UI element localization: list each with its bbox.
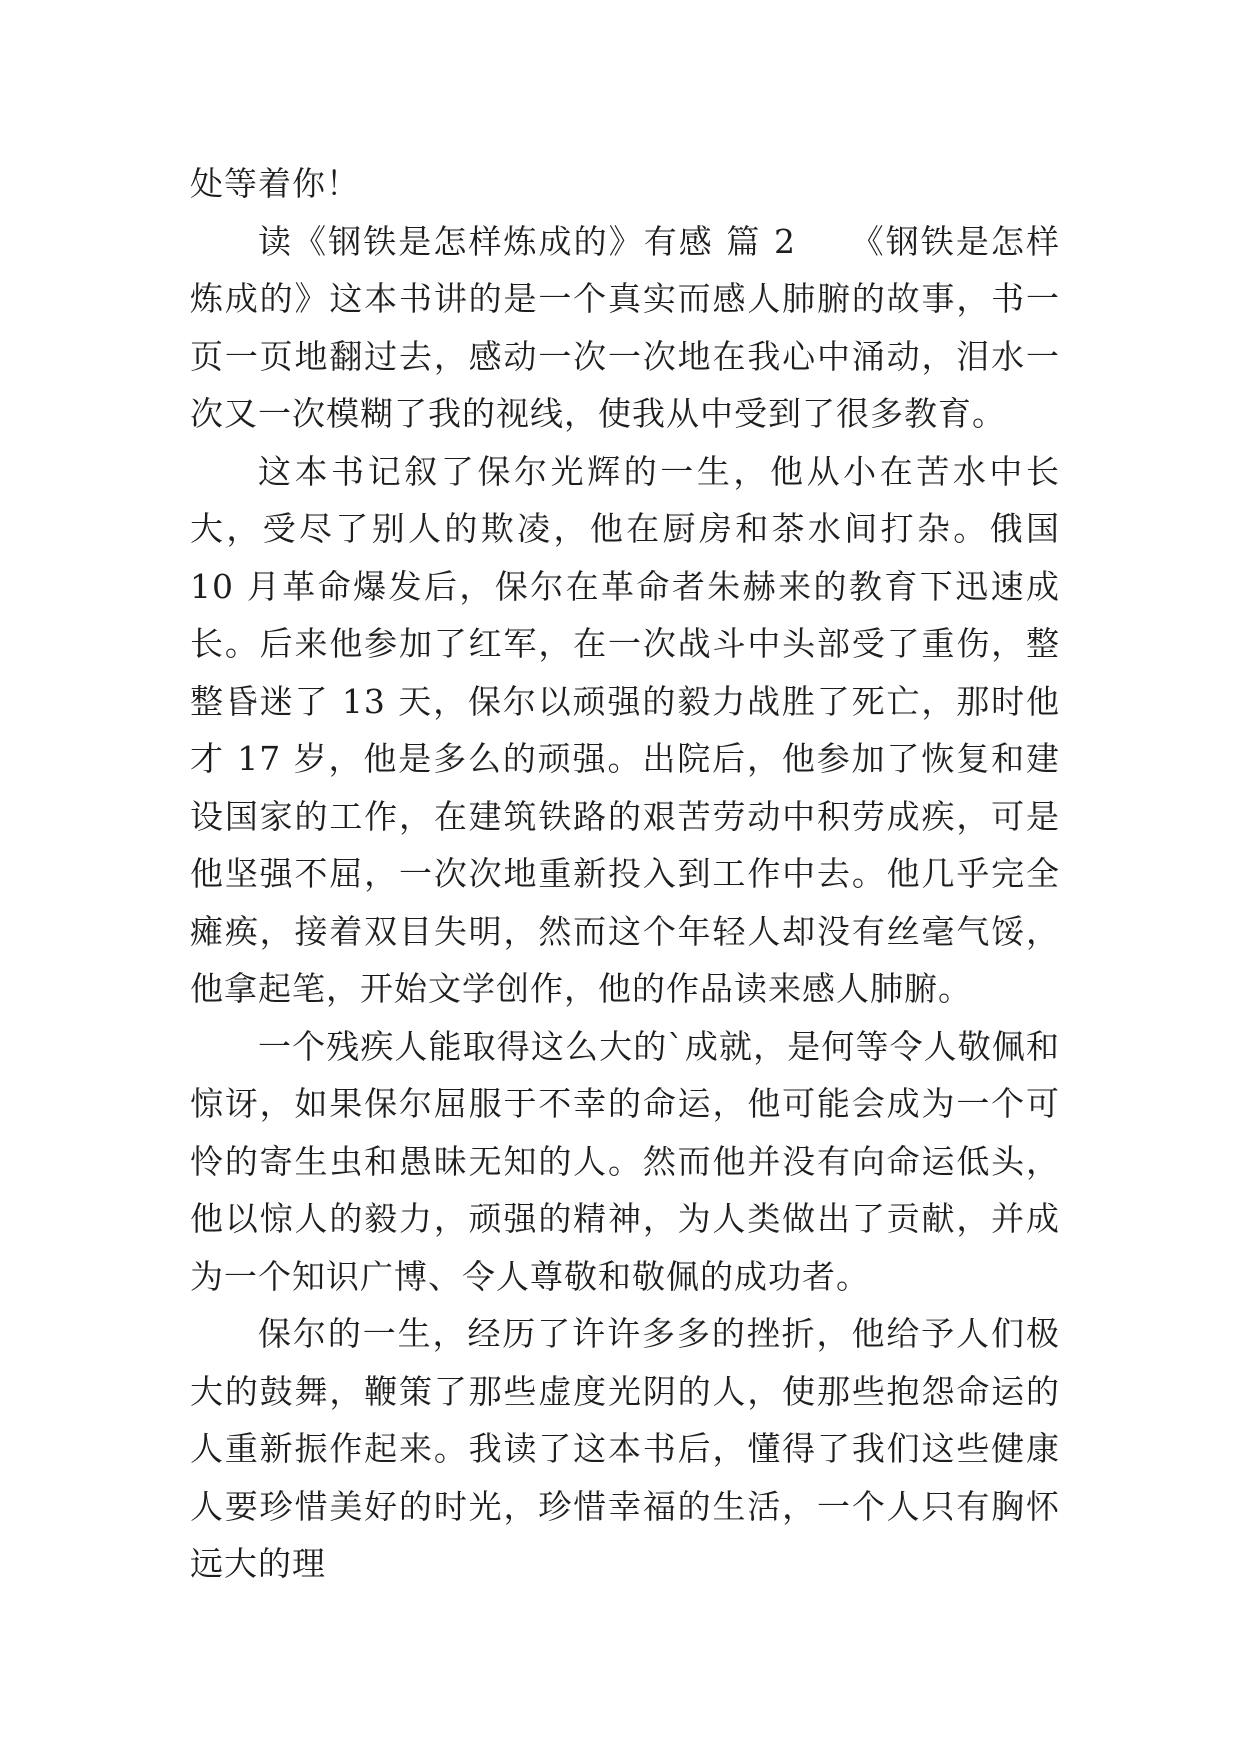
paragraph-3: 这本书记叙了保尔光辉的一生，他从小在苦水中长大，受尽了别人的欺凌，他在厨房和茶水间打杂。俄国 10 月革命爆发后，保尔在革命者朱赫来的教育下迅速成长。后来他参加了红军，在一次战斗中头部受了重伤，整整昏迷了 13 天，保尔以顽强的毅力战胜了死亡，那时他才 17 岁，他是多么的顽强。出院后，他参加了恢复和建设国家的工作，在建筑铁路的艰苦劳动中积劳成疾，可是他坚强不屈，一次次地重新投入到工作中去。他几乎完全瘫痪，接着双目失明，然而这个年轻人却没有丝毫气馁，他拿起笔，开始文学创作，他的作品读来感人肺腑。 [190, 451, 1060, 1008]
paragraph-2: 读《钢铁是怎样炼成的》有感 篇 2 《钢铁是怎样炼成的》这本书讲的是一个真实而感人肺腑的故事，书一页一页地翻过去，感动一次一次地在我心中涌动，泪水一次又一次模糊了我的视线，使我从中受到了很多教育。 [190, 221, 1060, 433]
paragraph-4: 一个残疾人能取得这么大的`成就，是何等令人敬佩和惊讶，如果保尔屈服于不幸的命运，他可能会成为一个可怜的寄生虫和愚昧无知的人。然而他并没有向命运低头，他以惊人的毅力，顽强的精神，为人类做出了贡献，并成为一个知识广博、令人尊敬和敬佩的成功者。 [190, 1026, 1060, 1296]
paragraph-5: 保尔的一生，经历了许许多多的挫折，他给予人们极大的鼓舞，鞭策了那些虚度光阴的人，使那些抱怨命运的人重新振作起来。我读了这本书后，懂得了我们这些健康人要珍惜美好的时光，珍惜幸福的生活，一个人只有胸怀远大的理 [190, 1314, 1060, 1583]
document-page [190, 155, 1060, 1593]
paragraph-1: 处等着你！ [190, 164, 360, 203]
